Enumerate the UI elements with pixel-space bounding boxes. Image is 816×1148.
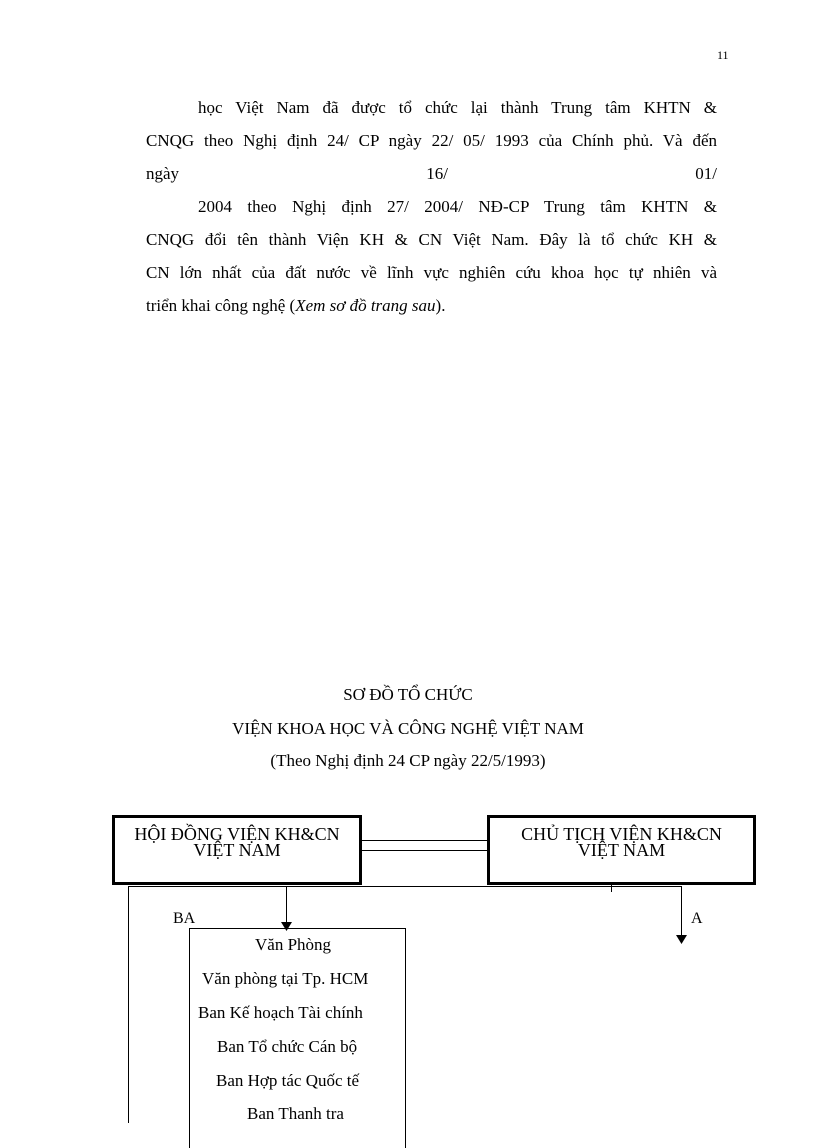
chairman-label: VIỆT NAM (577, 840, 666, 860)
connector-line (681, 886, 682, 938)
paragraph-line: CNQG đổi tên thành Viện KH & CN Việt Nam. Đây là tổ chức KH & (146, 230, 717, 249)
paragraph-line (146, 157, 717, 190)
paragraph-line: CNQG theo Nghị định 24/ CP ngày 22/ 05/ 1993 của Chính phủ. Và đến (146, 131, 717, 150)
office-item: Văn Phòng (255, 935, 332, 954)
connector-line (128, 886, 129, 1123)
paragraph-line (146, 289, 717, 322)
paragraph-line: CN lớn nhất của đất nước về lĩnh vực nghiên cứu khoa học tự nhiên và (146, 263, 717, 282)
paragraph-word: 01/ (695, 164, 717, 183)
branch-label: BA (173, 910, 196, 927)
arrow-down-icon (676, 935, 687, 944)
connector-line (286, 886, 287, 926)
paragraph-line: học Việt Nam đã được tổ chức lại thành Trung tâm KHTN & (198, 98, 717, 117)
council-label: HỘI ĐỒNG VIỆN KH&CN (134, 824, 340, 844)
page-number: 11 (717, 48, 729, 62)
office-item: Ban Thanh tra (247, 1104, 344, 1123)
chart-subtitle: VIỆN KHOA HỌC VÀ CÔNG NGHỆ VIỆT NAM (232, 719, 584, 738)
office-item: Ban Hợp tác Quốc tế (216, 1071, 360, 1090)
branch-label: A (691, 910, 703, 927)
chairman-label: CHỦ TỊCH VIỆN KH&CN (521, 824, 722, 844)
connector-line (128, 886, 681, 887)
paragraph-italic: Xem sơ đồ trang sau (295, 296, 436, 315)
chart-note: (Theo Nghị định 24 CP ngày 22/5/1993) (270, 751, 546, 770)
council-label: VIỆT NAM (193, 840, 281, 860)
office-item: Ban Tổ chức Cán bộ (217, 1037, 358, 1056)
paragraph-text: triển khai công nghệ ( (146, 296, 296, 315)
paragraph-line: 2004 theo Nghị định 27/ 2004/ NĐ-CP Trung tâm KHTN & (198, 197, 717, 216)
paragraph-text: ). (435, 296, 446, 315)
office-item: Ban Kế hoạch Tài chính (198, 1003, 363, 1022)
paragraph-word: ngày (146, 164, 180, 183)
office-item: Văn phòng tại Tp. HCM (202, 969, 369, 988)
chart-title: SƠ ĐỒ TỔ CHỨC (343, 685, 473, 704)
connector-line (360, 850, 490, 851)
paragraph-word: 16/ (426, 164, 449, 183)
council-box (112, 815, 362, 885)
chairman-box (487, 815, 756, 885)
body-paragraph (146, 91, 717, 322)
connector-line (360, 840, 490, 841)
